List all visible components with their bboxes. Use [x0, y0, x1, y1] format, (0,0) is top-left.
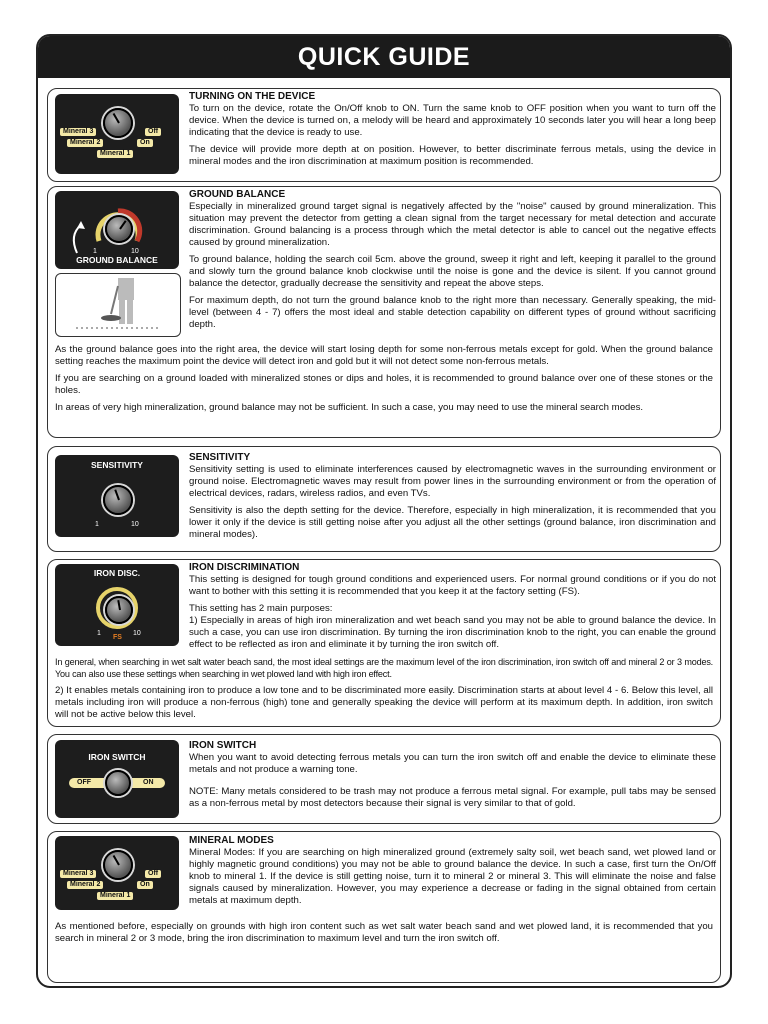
- ground-balance-full-text: [55, 344, 713, 419]
- page-title: QUICK GUIDE: [38, 36, 730, 78]
- iron-switch-paragraph-2: NOTE: Many metals considered to be trash may not produce a ferrous metal signal. For example, pull tabs may be sensed as a non-ferrous metal by most detectors because their signal is very similar to that of gold.: [189, 786, 716, 809]
- ground-paragraph-6: In areas of very high mineralization, ground balance may not be sufficient. In such a case, you may need to use the mineral search modes.: [55, 402, 644, 413]
- gb-dial-min: 1: [93, 248, 97, 255]
- section-sensitivity: [47, 446, 721, 552]
- mineral-paragraph-2: As mentioned before, especially on grounds with high iron content such as wet salt water beach sand and wet plowed land, it is recommended that you search in mineral 2 or 3 mode, bring the iron discrimination to maximum level and turn the iron switch off.: [55, 921, 713, 944]
- iron-disc-paragraph-3: 1) Especially in areas of high iron mineralization and wet beach sand you may not be able to ground balance the device. In such a case, you can use iron discrimination. By turning the iron discrimination knob to the right, you can enable the ground effect to be reflected as iron and eliminate it by turning the iron switch off.: [189, 615, 716, 650]
- sensitivity-paragraph-1: Sensitivity setting is used to eliminate interferences caused by electromagnetic waves in the surrounding environment or ground noise. Electromagnetic waves may result from power lines in the surrounding environment or from the operation of electrical devices, radars, wireless radios, and even TVs.: [189, 464, 716, 499]
- iron-disc-paragraph-2: This setting has 2 main purposes:: [189, 603, 333, 614]
- person-with-detector-icon: [56, 274, 180, 336]
- quick-guide-frame: [36, 34, 732, 988]
- ground-balance-title: GROUND BALANCE: [189, 189, 286, 200]
- section-power: [47, 88, 721, 182]
- power-knob-panel: [55, 94, 179, 174]
- iron-disc-knob-icon: [105, 596, 133, 624]
- iron-disc-paragraph-5: 2) It enables metals containing iron to produce a low tone and to be discriminated more easily. Discrimination starts at about level 4 - 6. Below this level, all metals including iron will produce a non-ferrous (high) tone and generally speaking the device will perform at its maximum depth. In addition, iron switch will not be active below this level.: [55, 685, 713, 720]
- power-label-mineral3: Mineral 3: [60, 128, 96, 136]
- power-label-mineral1: Mineral 1: [97, 150, 133, 158]
- iron-disc-paragraph-4: In general, when searching in wet salt water beach sand, the most ideal settings are the maximum level of the iron discrimination, iron switch off and mineral 2 or 3 modes. You can also use these settings when searching in wet plowed land with high iron effect.: [55, 657, 713, 679]
- power-label-off: Off: [145, 128, 161, 136]
- ground-balance-knob-icon: [105, 215, 133, 243]
- ground-paragraph-3: For maximum depth, do not turn the ground balance knob to the right more than necessary. Generally speaking, the mid-level (between 4 - 7) offers the most ideal and stable detection capability on different types of ground without sacrificing depth.: [189, 295, 716, 330]
- sensitivity-panel: [55, 455, 179, 537]
- ground-balance-panel-label: GROUND BALANCE: [76, 255, 158, 265]
- iron-switch-paragraph-1: When you want to avoid detecting ferrous metals you can turn the iron switch off and enable the device to eliminate these metals and not produce a warning tone.: [189, 752, 716, 775]
- sensitivity-panel-label: SENSITIVITY: [91, 460, 143, 470]
- section-mineral-modes: [47, 831, 721, 983]
- iron-disc-full-text: [55, 656, 713, 726]
- sensitivity-text: [189, 452, 716, 546]
- iron-switch-on-label: ON: [143, 779, 154, 786]
- iron-disc-title: IRON DISCRIMINATION: [189, 562, 300, 573]
- iron-switch-text: [189, 740, 716, 815]
- mineral-paragraph-1: Mineral Modes: If you are searching on high mineralized ground (extremely salty soil, wet beach sand, wet plowed land or highly magnetic ground conditions) you may not be able to ground balance the device. In such a case, first turn the On/Off knob to mineral 1. If the device is still getting noise, turn it to mineral 2 or mineral 3. This will eliminate the noise and false signals caused by mineralization. However, you may experience a decrease or fading in the signal obtained from certain metals at maximum depth.: [189, 847, 716, 906]
- power-label-mineral2: Mineral 2: [67, 139, 103, 147]
- section-iron-switch: [47, 734, 721, 824]
- mineral-knob-icon: [103, 850, 133, 880]
- gb-dial-max: 10: [131, 248, 139, 255]
- iron-switch-off-label: OFF: [77, 779, 91, 786]
- iron-disc-text: [189, 562, 716, 656]
- mineral-text: [189, 835, 716, 912]
- mineral-label-mineral1: Mineral 1: [97, 892, 133, 900]
- ground-paragraph-2: To ground balance, holding the search coil 5cm. above the ground, sweep it right and left, keeping it parallel to the ground and slowly turn the ground balance knob clockwise until the noise is gone and the device is silent. If you cannot ground balance the detector, gradually decrease the sensitivity and repeat the above steps.: [189, 254, 716, 289]
- iron-disc-paragraph-1: This setting is designed for tough ground conditions and experienced users. For normal ground conditions or if you do not want to bother with this setting it is recommended that you keep it at the factory setting (FS).: [189, 574, 716, 597]
- power-paragraph-1: To turn on the device, rotate the On/Off knob to ON. Turn the same knob to OFF position when you want to turn off the device. When the device is turned on, a melody will be heard and approximately 10 seconds later you will hear a long beep indicating that the device is ready to use.: [189, 103, 716, 138]
- mineral-full-text: [55, 921, 713, 950]
- detector-illustration: [55, 273, 181, 337]
- mineral-label-mineral3: Mineral 3: [60, 870, 96, 878]
- iron-switch-panel: [55, 740, 179, 818]
- sensitivity-title: SENSITIVITY: [189, 452, 251, 463]
- power-text: [189, 91, 716, 173]
- power-title: TURNING ON THE DEVICE: [189, 91, 316, 102]
- sensitivity-dial-max: 10: [131, 521, 139, 528]
- iron-disc-fs-label: FS: [113, 634, 122, 641]
- iron-disc-panel: [55, 564, 179, 646]
- iron-disc-panel-label: IRON DISC.: [93, 568, 141, 578]
- ground-paragraph-1: Especially in mineralized ground target signal is negatively affected by the "noise" caused by ground mineralization. This situation may prevent the detector from getting a clean signal from the target necessary for metal detection and accurate discrimination. Ground balancing is a process through which the metal detector is able to cancel out the negative effects caused by ground mineralization.: [189, 201, 716, 248]
- ground-balance-text: [189, 189, 716, 336]
- sensitivity-knob-icon: [103, 485, 133, 515]
- mineral-title: MINERAL MODES: [189, 835, 274, 846]
- mineral-label-on: On: [137, 881, 153, 889]
- iron-disc-dial-max: 10: [133, 630, 141, 637]
- ground-balance-panel: [55, 191, 179, 269]
- mineral-knob-panel: [55, 836, 179, 910]
- ground-paragraph-4: As the ground balance goes into the right area, the device will start losing depth for some non-ferrous metals except for gold. When the ground balance setting reaches the maximum point the device will detect iron and gold but it will not detect some non-ferrous metals.: [55, 344, 713, 367]
- iron-switch-title: IRON SWITCH: [189, 740, 257, 751]
- iron-switch-panel-label: IRON SWITCH: [88, 752, 146, 762]
- iron-disc-dial-min: 1: [97, 630, 101, 637]
- section-iron-discrimination: [47, 559, 721, 727]
- section-ground-balance: [47, 186, 721, 438]
- power-knob-icon: [103, 108, 133, 138]
- sensitivity-dial-min: 1: [95, 521, 99, 528]
- power-paragraph-2: The device will provide more depth at on position. However, to better discriminate ferrous metals, using the device in mineral modes and the iron discrimination at maximum position is recommended.: [189, 144, 716, 167]
- sensitivity-paragraph-2: Sensitivity is also the depth setting for the device. Therefore, especially in high mineralization, it is recommended that you lower it only if the device is still getting noise after you adjust all the other settings (ground balance, iron discrimination and mineral modes).: [189, 505, 716, 540]
- ground-paragraph-5: If you are searching on a ground loaded with mineralized stones or dips and holes, it is recommended to ground balance over one of these stones or the holes.: [55, 373, 713, 396]
- mineral-label-mineral2: Mineral 2: [67, 881, 103, 889]
- mineral-label-off: Off: [145, 870, 161, 878]
- iron-switch-toggle-icon: [105, 770, 131, 796]
- power-label-on: On: [137, 139, 153, 147]
